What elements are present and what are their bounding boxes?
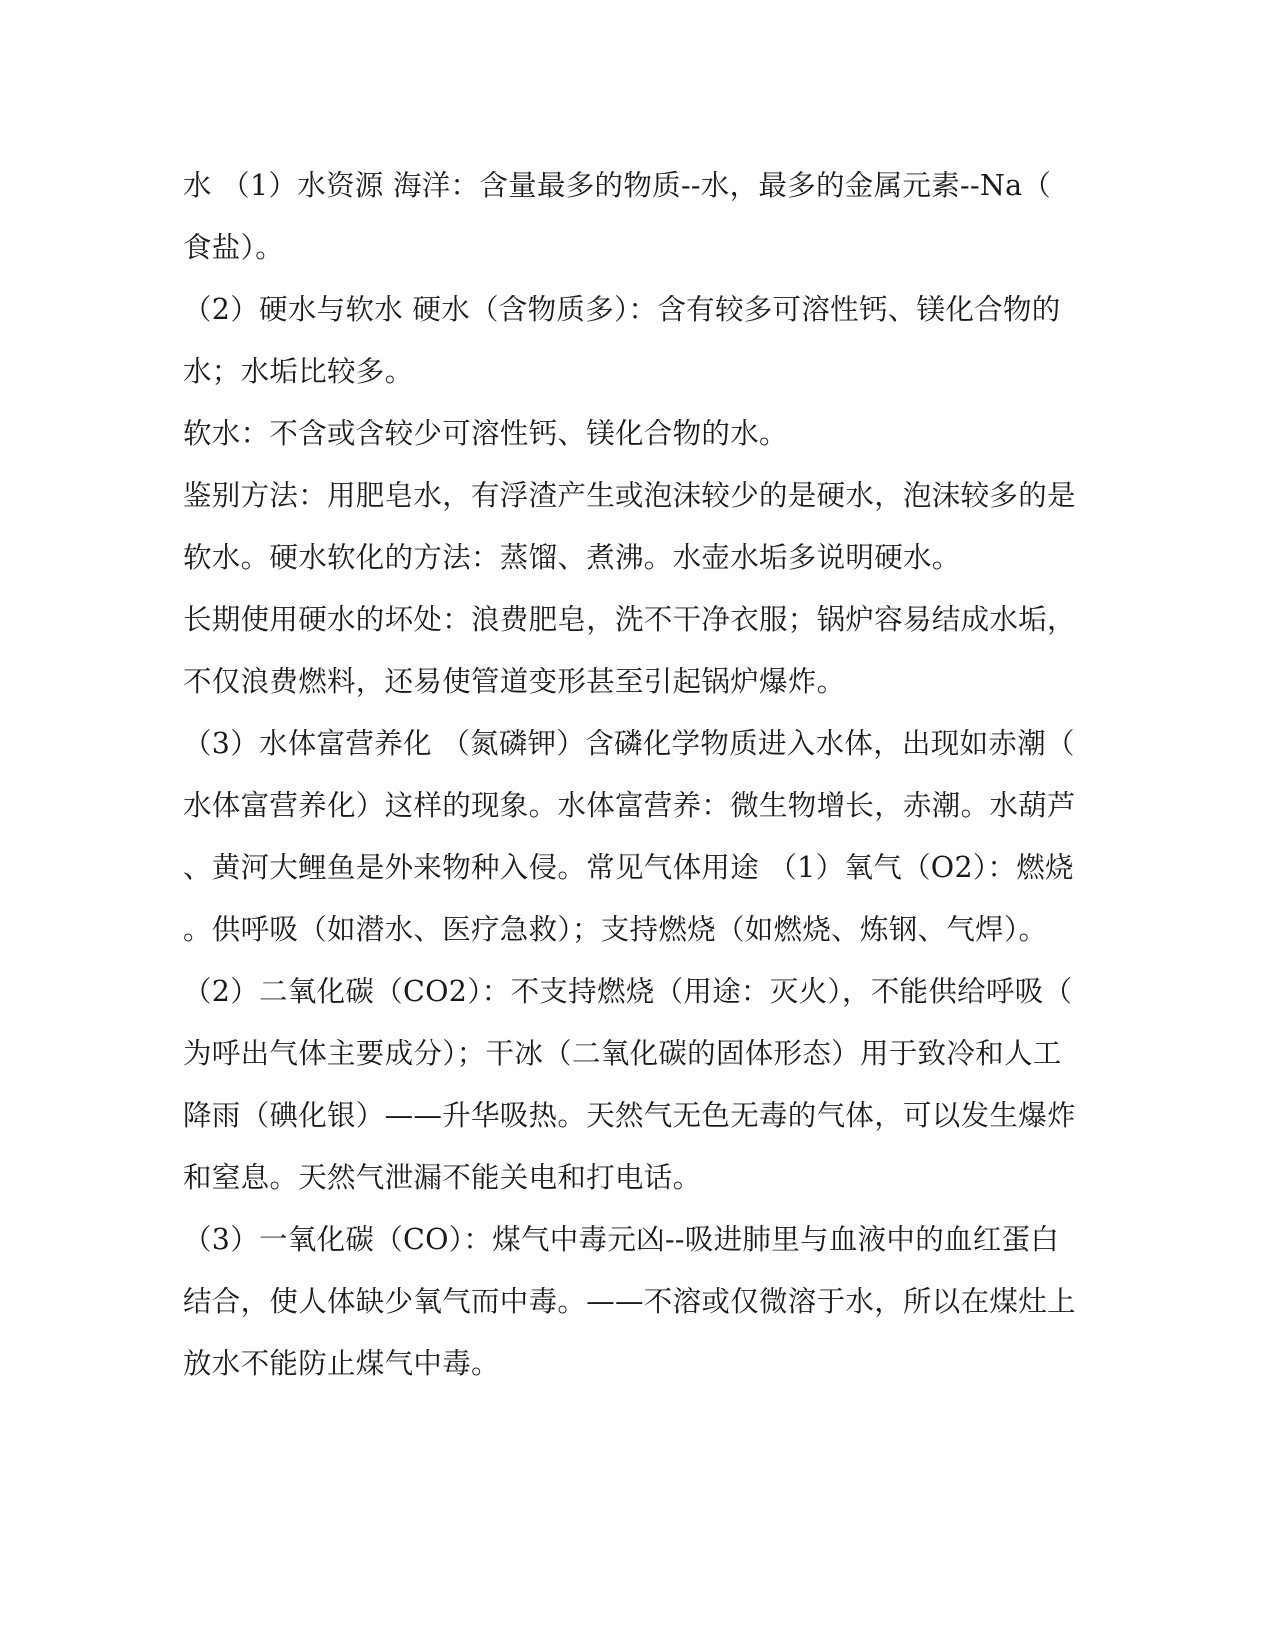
text-line: 鉴别方法：用肥皂水，有浮渣产生或泡沫较少的是硬水，泡沫较多的是 [183, 479, 1076, 512]
text-line: （2）硬水与软水 硬水（含物质多）：含有较多可溶性钙、镁化合物的 [183, 293, 1061, 326]
text-line: 结合，使人体缺少氧气而中毒。——不溶或仅微溶于水，所以在煤灶上 [183, 1285, 1076, 1318]
text-line: 水 （1）水资源 海洋：含量最多的物质--水，最多的金属元素--Na（ [183, 169, 1052, 202]
text-line: 放水不能防止煤气中毒。 [183, 1347, 500, 1380]
text-line: 食盐）。 [183, 231, 284, 264]
text-line: 为呼出气体主要成分）；干冰（二氧化碳的固体形态）用于致冷和人工 [183, 1037, 1062, 1070]
text-line: 、黄河大鲤鱼是外来物种入侵。常见气体用途 （1）氧气（O2）：燃烧 [183, 851, 1074, 884]
text-line: 软水：不含或含较少可溶性钙、镁化合物的水。 [183, 417, 788, 450]
text-line: （3）水体富营养化 （氮磷钾）含磷化学物质进入水体，出现如赤潮（ [183, 727, 1075, 760]
text-line: （3）一氧化碳（CO）：煤气中毒元凶--吸进肺里与血液中的血红蛋白 [183, 1223, 1060, 1256]
document-body [183, 155, 1083, 1395]
text-line: （2）二氧化碳（CO2）：不支持燃烧（用途：灭火），不能供给呼吸（ [183, 975, 1073, 1008]
text-line: 水体富营养化）这样的现象。水体富营养：微生物增长，赤潮。水葫芦 [183, 789, 1076, 822]
text-line: 长期使用硬水的坏处：浪费肥皂，洗不干净衣服；锅炉容易结成水垢， [183, 603, 1076, 636]
text-line: 和窒息。天然气泄漏不能关电和打电话。 [183, 1161, 702, 1194]
text-line: 不仅浪费燃料，还易使管道变形甚至引起锅炉爆炸。 [183, 665, 846, 698]
text-line: 降雨（碘化银）——升华吸热。天然气无色无毒的气体，可以发生爆炸 [183, 1099, 1076, 1132]
text-line: 软水。硬水软化的方法：蒸馏、煮沸。水壶水垢多说明硬水。 [183, 541, 961, 574]
text-line: 水；水垢比较多。 [183, 355, 414, 388]
text-line: 。供呼吸（如潜水、医疗急救）；支持燃烧（如燃烧、炼钢、气焊）。 [183, 913, 1048, 946]
